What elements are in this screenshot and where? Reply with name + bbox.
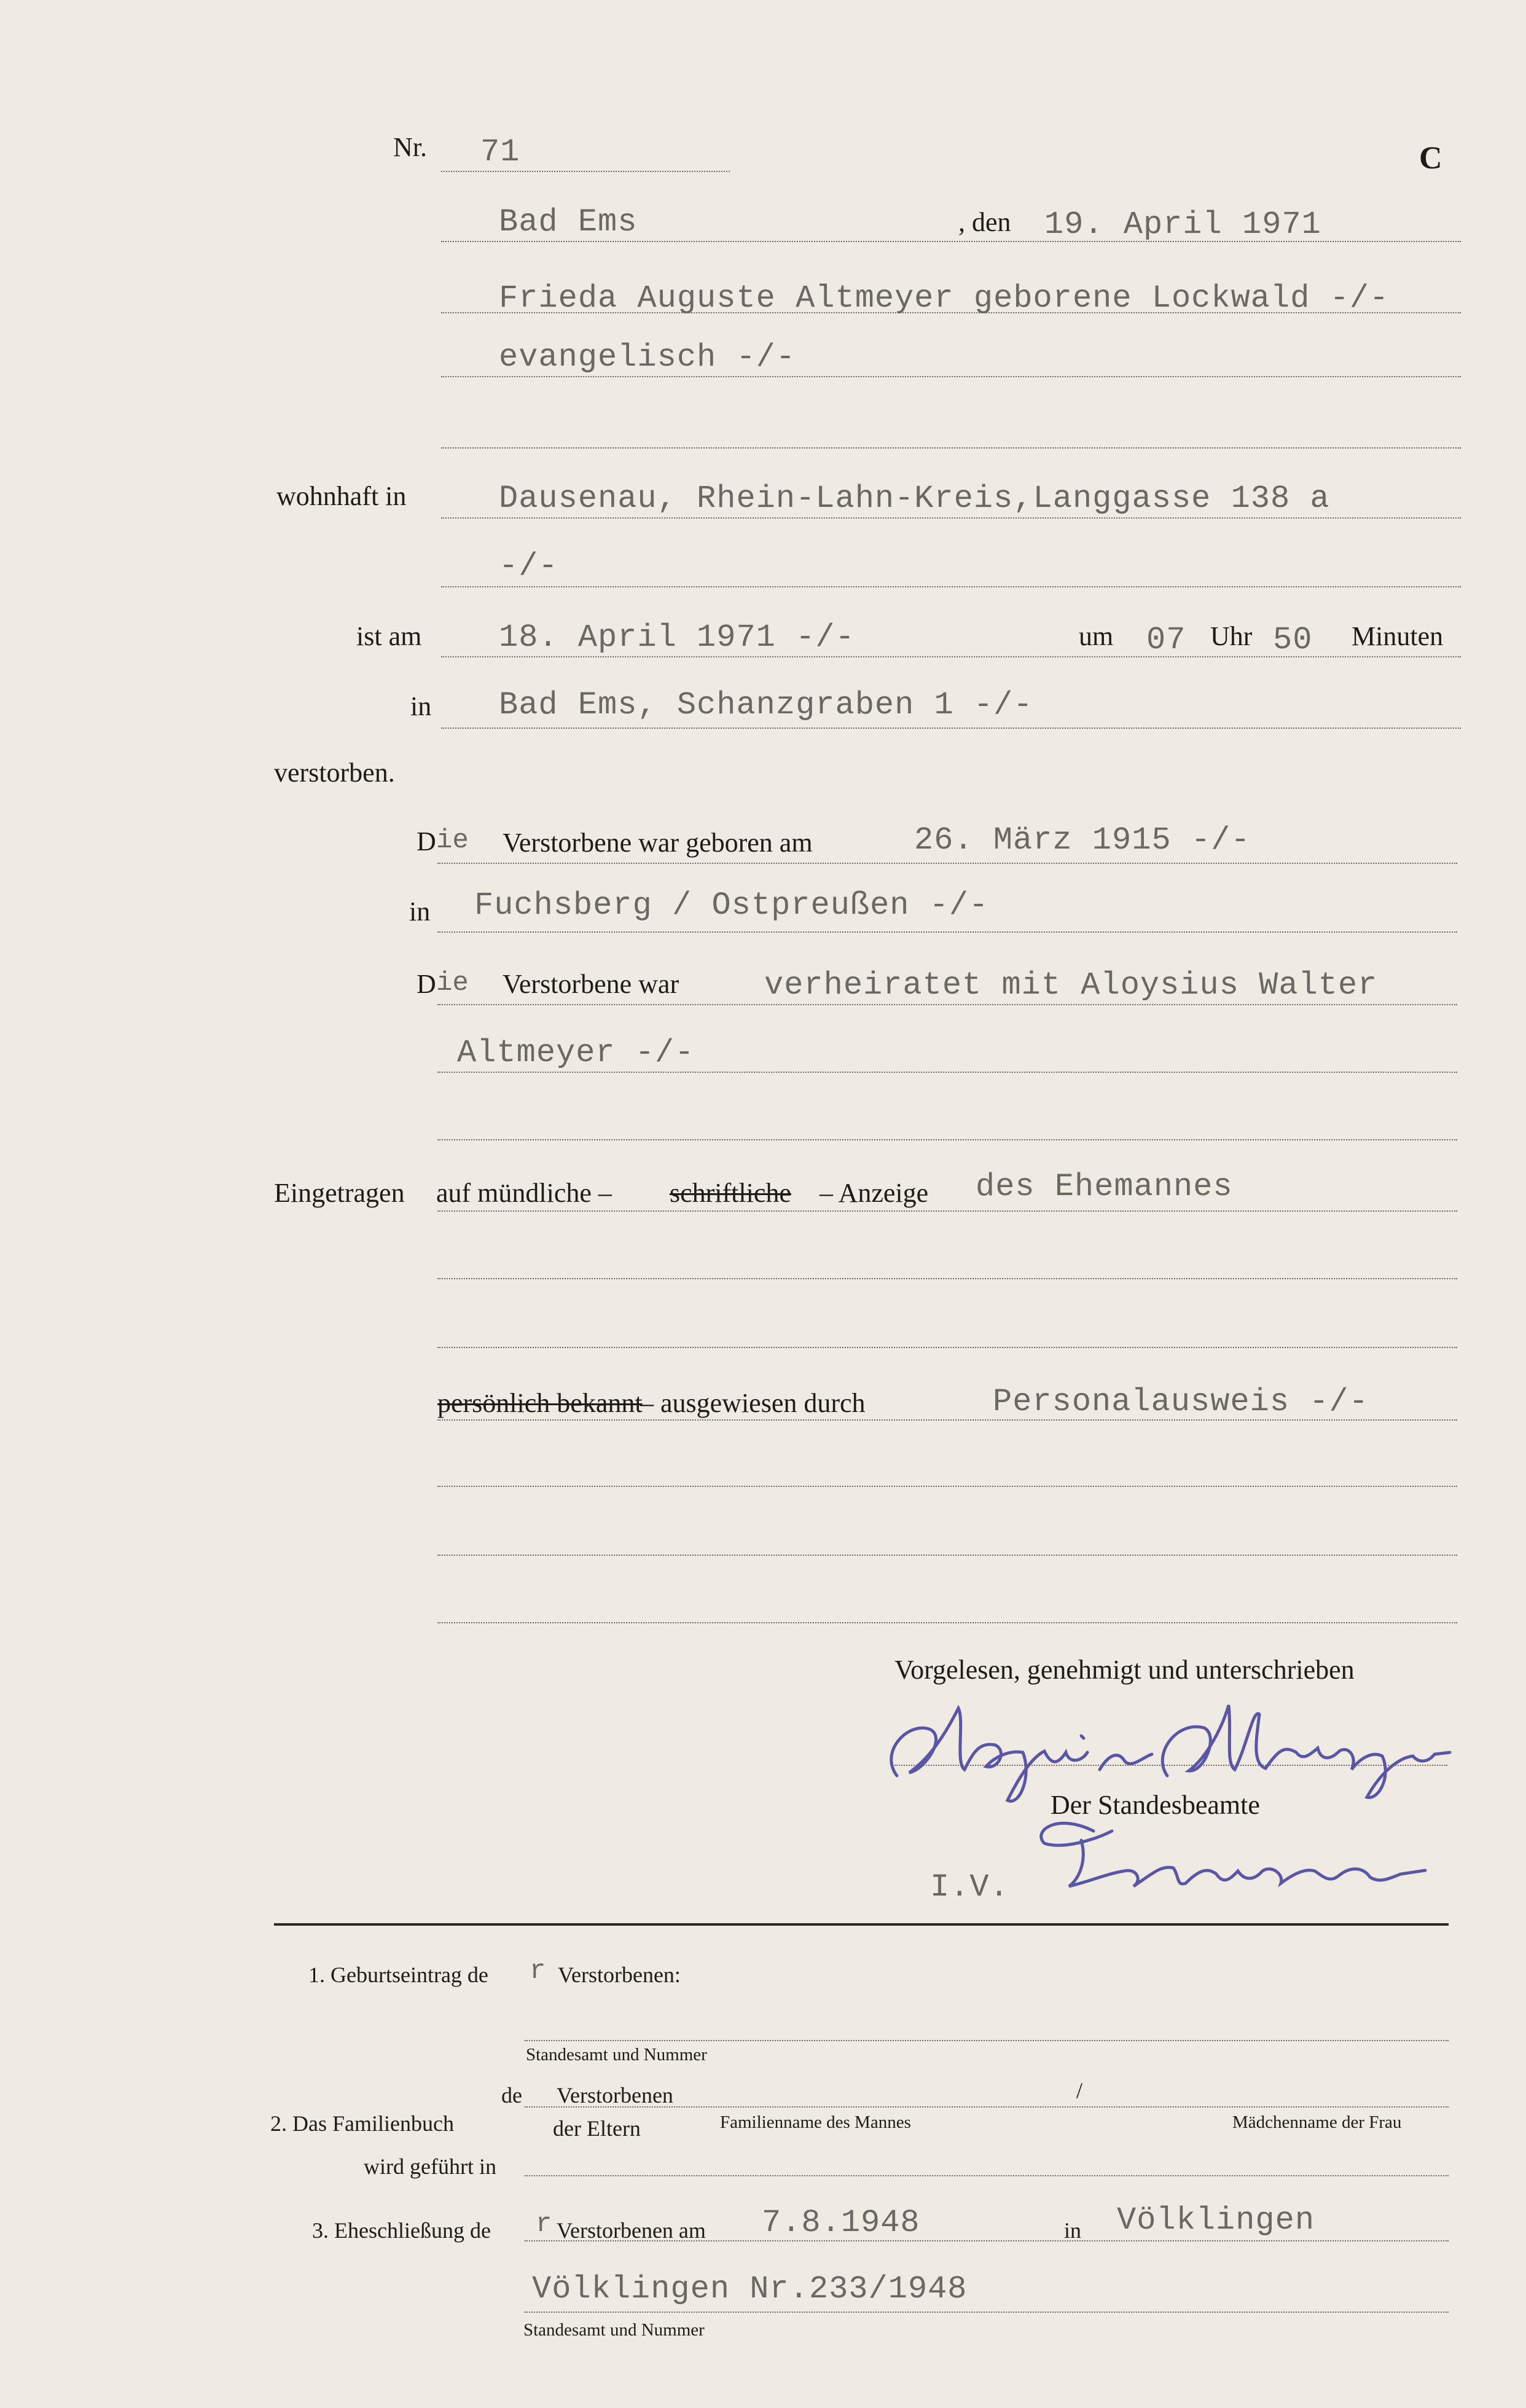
- footer-item-3-rule: [525, 2240, 1449, 2241]
- footer-wird-gefuehrt-rule: [525, 2175, 1449, 2176]
- die-typed-1: ie: [436, 825, 469, 856]
- marriage-place-value: Völklingen: [1117, 2202, 1315, 2238]
- in-label: in: [410, 691, 432, 721]
- death-place-rule: [441, 727, 1461, 729]
- anzeige-label: – Anzeige: [820, 1178, 929, 1208]
- footer-registry-rule: [525, 2312, 1449, 2313]
- marriage-date-value: 7.8.1948: [762, 2205, 920, 2241]
- marital-line-1: verheiratet mit Aloysius Walter: [764, 967, 1378, 1003]
- birth-date-rule: [437, 863, 1457, 864]
- form-letter: C: [1419, 141, 1442, 176]
- familienname-caption: Familienname des Mannes: [720, 2112, 911, 2132]
- hour-value: 07: [1146, 622, 1186, 658]
- standesamt-caption-2: Standesamt und Nummer: [523, 2320, 705, 2340]
- date-value: 19. April 1971: [1044, 206, 1321, 243]
- minute-value: 50: [1273, 622, 1313, 658]
- war-label: Verstorbene war: [503, 969, 679, 999]
- ist-am-label: ist am: [356, 621, 422, 651]
- schriftliche-struck: schriftliche: [670, 1178, 791, 1208]
- persoenlich-bekannt-struck: persönlich bekannt: [437, 1388, 643, 1418]
- ausgewiesen-rule-3: [437, 1555, 1457, 1556]
- footer-item-3-typed: r: [536, 2209, 552, 2240]
- ausgewiesen-rule-4: [437, 1622, 1457, 1623]
- anzeige-rule-3: [437, 1347, 1457, 1348]
- footer-item-2-rule: [525, 2106, 1449, 2108]
- footer-item-1-typed: r: [530, 1956, 546, 1986]
- ausgewiesen-label: – ausgewiesen durch: [640, 1388, 866, 1418]
- anzeige-value: des Ehemannes: [976, 1169, 1233, 1205]
- place-date-line: [441, 241, 1461, 242]
- birth-in-label: in: [409, 896, 431, 927]
- address-line-1: Dausenau, Rhein-Lahn-Kreis,Langgasse 138 a: [499, 480, 1330, 517]
- footer-verstorbenen-small: Verstorbenen: [557, 2083, 673, 2108]
- auf-muendliche: auf mündliche –: [436, 1178, 612, 1208]
- marriage-registry-value: Völklingen Nr.233/1948: [532, 2271, 968, 2307]
- footer-item-3-suffix: Verstorbenen am: [557, 2218, 706, 2243]
- uhr-label: Uhr: [1210, 621, 1253, 651]
- ausgewiesen-rule-2: [437, 1486, 1457, 1487]
- footer-item-3-in: in: [1064, 2218, 1082, 2243]
- footer-der-eltern: der Eltern: [553, 2116, 641, 2141]
- nr-value: 71: [480, 134, 520, 170]
- name-line-1: Frieda Auguste Altmeyer geborene Lockwald -/-: [499, 280, 1390, 316]
- verstorben-label: verstorben.: [274, 758, 395, 788]
- eingetragen-label: Eingetragen: [274, 1178, 405, 1208]
- address-line-2-rule: [441, 586, 1461, 587]
- die-prefix-1: D: [417, 826, 436, 857]
- address-line-2: -/-: [499, 548, 558, 584]
- um-label: um: [1079, 621, 1114, 651]
- minuten-label: Minuten: [1352, 621, 1444, 651]
- birth-place-value: Fuchsberg / Ostpreußen -/-: [474, 887, 989, 924]
- name-line-1-rule: [441, 312, 1461, 313]
- marital-rule-3: [437, 1139, 1457, 1140]
- death-place-value: Bad Ems, Schanzgraben 1 -/-: [499, 687, 1033, 723]
- marital-line-2: Altmeyer -/-: [457, 1035, 695, 1071]
- place-value: Bad Ems: [499, 204, 638, 240]
- footer-item-3-label: 3. Eheschließung de: [312, 2218, 491, 2243]
- marital-rule-1: [437, 1004, 1457, 1005]
- footer-de-small: de: [501, 2083, 522, 2108]
- iv-label: I.V.: [930, 1869, 1009, 1905]
- ausgewiesen-value: Personalausweis -/-: [993, 1384, 1369, 1420]
- ausgewiesen-rule-1: [437, 1419, 1457, 1421]
- footer-item-1-rule: [525, 2040, 1449, 2041]
- ist-am-rule: [441, 656, 1461, 657]
- marital-rule-2: [437, 1072, 1457, 1073]
- name-line-3-rule: [441, 447, 1461, 449]
- birth-place-rule: [437, 931, 1457, 933]
- applicant-signature: [872, 1684, 1462, 1806]
- geboren-label: Verstorbene war geboren am: [503, 828, 813, 858]
- wohnhaft-label: wohnhaft in: [276, 481, 407, 511]
- name-line-2-rule: [441, 376, 1461, 377]
- nr-line: [441, 171, 730, 172]
- footer-item-1-suffix: Verstorbenen:: [558, 1963, 681, 1987]
- footer-item-2-label: 2. Das Familienbuch: [270, 2111, 454, 2136]
- anzeige-rule-1: [437, 1210, 1457, 1212]
- anzeige-rule-2: [437, 1278, 1457, 1279]
- standesbeamte-label: Der Standesbeamte: [1051, 1790, 1260, 1820]
- address-line-1-rule: [441, 517, 1461, 519]
- registrar-signature: [1020, 1806, 1462, 1905]
- footer-slash: /: [1076, 2078, 1083, 2103]
- vorgelesen-text: Vorgelesen, genehmigt und unterschrieben: [894, 1655, 1355, 1685]
- religion-line: evangelisch -/-: [499, 339, 796, 375]
- footer-item-1-label: 1. Geburtseintrag de: [308, 1963, 488, 1987]
- footer-separator: [274, 1923, 1449, 1926]
- nr-label: Nr.: [393, 132, 427, 162]
- die-prefix-2: D: [417, 969, 436, 999]
- die-typed-2: ie: [436, 968, 469, 998]
- death-date-value: 18. April 1971 -/-: [499, 619, 855, 656]
- birth-date-value: 26. März 1915 -/-: [914, 822, 1251, 858]
- den-label: , den: [958, 207, 1011, 237]
- standesamt-caption-1: Standesamt und Nummer: [526, 2045, 707, 2065]
- wird-gefuehrt-label: wird geführt in: [364, 2154, 496, 2179]
- maedchenname-caption: Mädchenname der Frau: [1232, 2112, 1402, 2132]
